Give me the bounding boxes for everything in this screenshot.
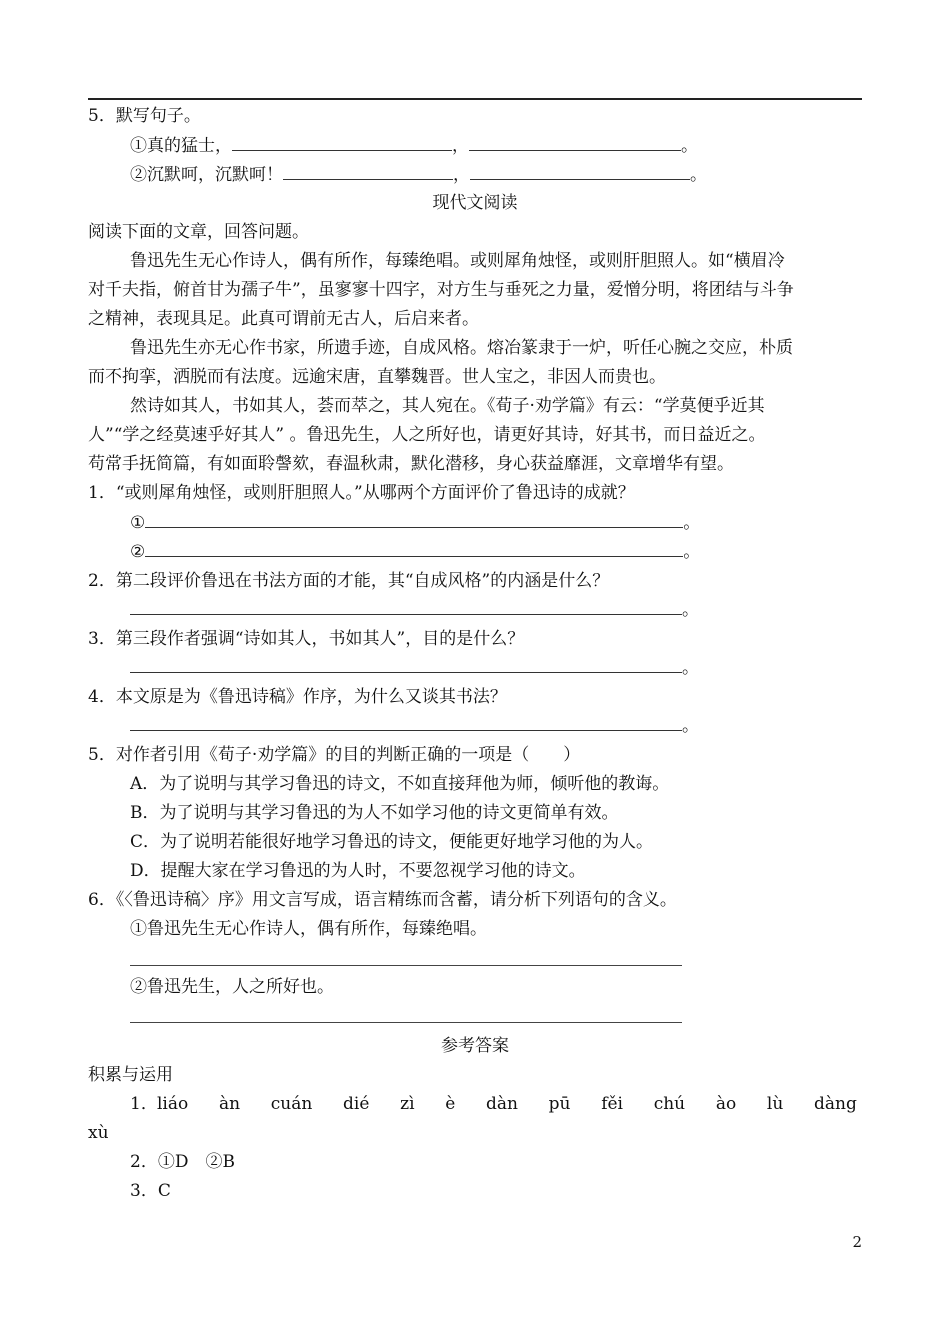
q1-answer-a (130, 511, 700, 535)
q5-item-2-end: 。 (690, 165, 707, 185)
q1-marker-a: ① (130, 513, 146, 533)
answer-1-label: 1． (130, 1094, 158, 1114)
answer-1-cont: xù (88, 1123, 109, 1143)
q4-answer (130, 714, 699, 738)
pinyin-item: è (445, 1094, 456, 1114)
period: 。 (683, 542, 701, 562)
question-3: 3．第三段作者强调“诗如其人，书如其人”，目的是什么？ (88, 629, 525, 649)
q5-item-1-lead: ①真的猛士， (130, 136, 232, 156)
q5-item-2 (130, 163, 707, 187)
q5-item-2-sep: ， (453, 165, 470, 185)
q6-item-2: ②鲁迅先生，人之所好也。 (130, 977, 334, 997)
para3-line3: 苟常手抚简篇，有如面聆謦欬，春温秋肃，默化潜移，身心获益靡涯，文章增华有望。 (88, 454, 734, 474)
answer-blank[interactable] (130, 656, 682, 673)
period: 。 (682, 658, 699, 678)
para1-line3: 之精神，表现具足。此真可谓前无古人，后启来者。 (88, 309, 479, 329)
q3-answer (130, 656, 699, 680)
q5-item-1 (130, 134, 698, 158)
q5-item-2-lead: ②沉默呵，沉默呵！ (130, 165, 283, 185)
answer-blank[interactable] (130, 714, 682, 731)
answer-blank[interactable] (130, 598, 682, 615)
para1-line1: 鲁迅先生无心作诗人，偶有所作，每臻绝唱。或则犀角烛怪，或则肝胆照人。如“横眉冷 (130, 251, 785, 271)
para3-line2: 人”“学之经莫速乎好其人” 。鲁迅先生，人之所好也，请更好其诗，好其书，而日益近之。 (88, 425, 766, 445)
answer-3: 3．C (130, 1181, 171, 1201)
header-rule (88, 98, 862, 100)
para1-line2: 对千夫指，俯首甘为孺子牛”，虽寥寥十四字，对方生与垂死之力量，爱憎分明，将团结与斗争 (88, 280, 794, 300)
q5-title: 5．默写句子。 (88, 106, 201, 126)
answer-blank[interactable] (130, 1022, 682, 1023)
instruction: 阅读下面的文章，回答问题。 (88, 222, 309, 242)
fill-blank[interactable] (283, 163, 453, 180)
pinyin-item: fěi (601, 1094, 623, 1114)
question-6: 6．《〈鲁迅诗稿〉序》用文言写成，语言精练而含蓄，请分析下列语句的含义。 (88, 890, 677, 910)
fill-blank[interactable] (232, 134, 452, 151)
answer-2: 2．①D ②B (130, 1152, 235, 1172)
pinyin-item: liáo (157, 1094, 189, 1114)
section-title: 现代文阅读 (432, 193, 518, 213)
pinyin-item: dié (343, 1094, 370, 1114)
question-2: 2．第二段评价鲁迅在书法方面的才能，其“自成风格”的内涵是什么？ (88, 571, 610, 591)
period: 。 (682, 716, 699, 736)
pinyin-item: chú (653, 1094, 686, 1114)
answers-section: 积累与运用 (88, 1065, 173, 1085)
q5-option-d[interactable]: D．提醒大家在学习鲁迅的为人时，不要忽视学习他的诗文。 (130, 861, 586, 881)
q5-item-1-end: 。 (681, 136, 698, 156)
q5-option-b[interactable]: B．为了说明与其学习鲁迅的为人不如学习他的诗文更简单有效。 (130, 803, 619, 823)
pinyin-row (157, 1092, 857, 1116)
period: 。 (682, 600, 699, 620)
para3-line1: 然诗如其人，书如其人，荟而萃之，其人宛在。《荀子·劝学篇》有云：“学莫便乎近其 (130, 396, 765, 416)
pinyin-item: ào (715, 1094, 737, 1114)
q2-answer (130, 598, 699, 622)
q1-marker-b: ② (130, 542, 146, 562)
answer-blank[interactable] (130, 965, 682, 966)
pinyin-item: lù (766, 1094, 784, 1114)
page-number: 2 (852, 1233, 862, 1251)
pinyin-item: dàng (814, 1094, 857, 1114)
pinyin-item: zì (400, 1094, 415, 1114)
period: 。 (683, 513, 701, 533)
q1-answer-b (130, 540, 700, 564)
question-5: 5．对作者引用《荀子·劝学篇》的目的判断正确的一项是（ ） (88, 745, 581, 765)
q6-item-1: ①鲁迅先生无心作诗人，偶有所作，每臻绝唱。 (130, 919, 487, 939)
q5-item-1-sep: ， (452, 136, 469, 156)
pinyin-item: àn (218, 1094, 241, 1114)
question-1: 1．“或则犀角烛怪，或则肝胆照人。”从哪两个方面评价了鲁迅诗的成就？ (88, 483, 635, 503)
pinyin-item: dàn (485, 1094, 518, 1114)
question-4: 4．本文原是为《鲁迅诗稿》作序，为什么又谈其书法？ (88, 687, 507, 707)
answers-title: 参考答案 (441, 1036, 509, 1056)
para2-line1: 鲁迅先生亦无心作书家，所遗手迹，自成风格。熔冶篆隶于一炉，听任心腕之交应，朴质 (130, 338, 793, 358)
fill-blank[interactable] (470, 163, 690, 180)
fill-blank[interactable] (469, 134, 681, 151)
q5-option-a[interactable]: A．为了说明与其学习鲁迅的诗文，不如直接拜他为师，倾听他的教诲。 (130, 774, 670, 794)
para2-line2: 而不拘挛，洒脱而有法度。远逾宋唐，直攀魏晋。世人宝之，非因人而贵也。 (88, 367, 666, 387)
pinyin-item: cuán (270, 1094, 313, 1114)
q5-option-c[interactable]: C．为了说明若能很好地学习鲁迅的诗文，便能更好地学习他的为人。 (130, 832, 654, 852)
answer-blank[interactable] (145, 540, 683, 557)
answer-blank[interactable] (145, 511, 683, 528)
pinyin-item: pū (548, 1094, 571, 1114)
